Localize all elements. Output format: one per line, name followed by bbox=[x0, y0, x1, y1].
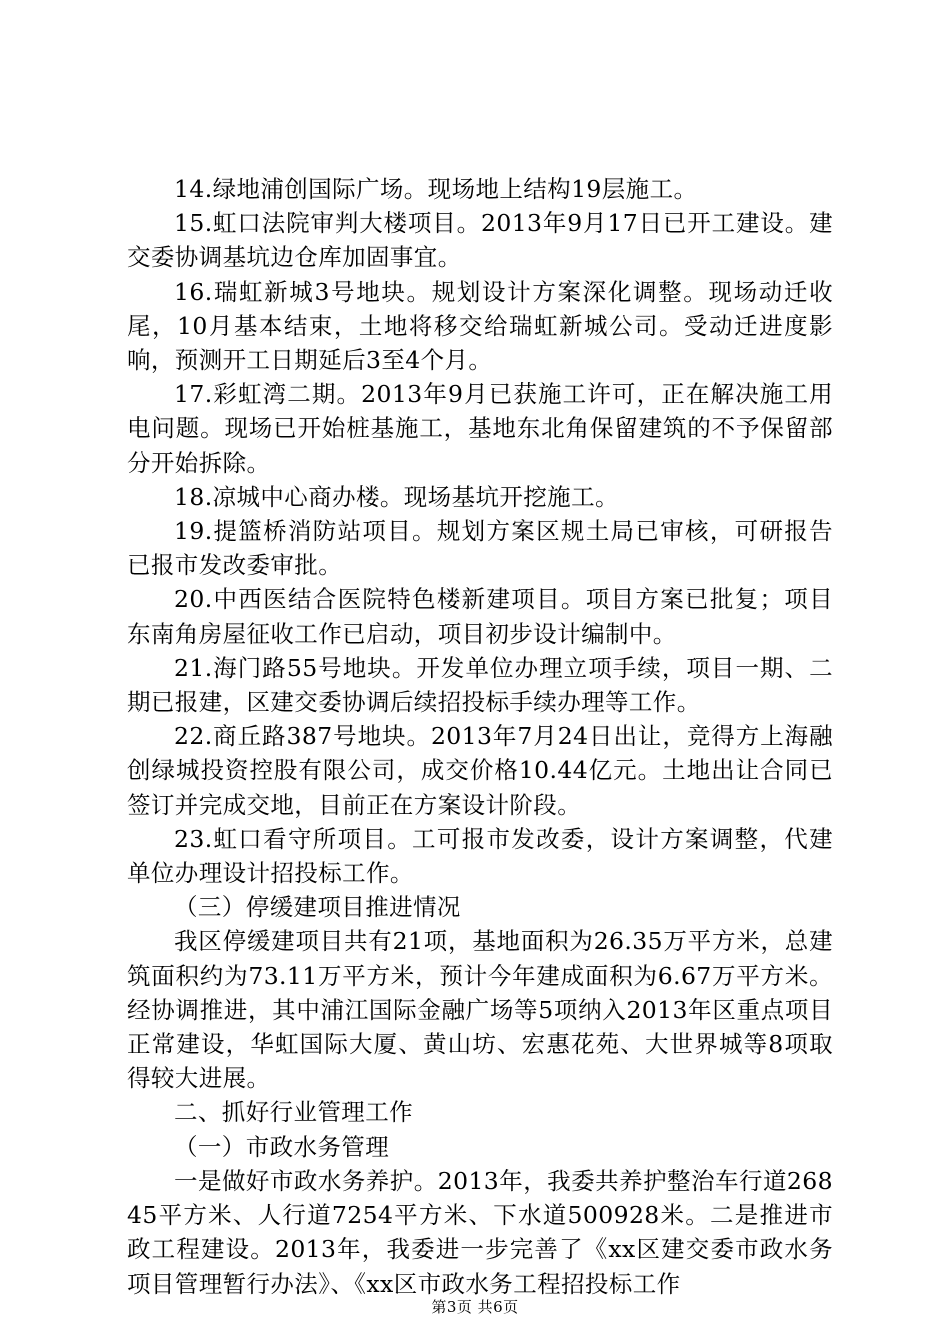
paragraph-municipal-water: 一是做好市政水务养护。2013年，我委共养护整治车行道26845平方米、人行道7254平方米、下水道500928米。二是推进市政工程建设。2013年，我委进一步完善了《xx区建交委市政水务项目管理暂行办法》、《xx区市政水务工程招投标工作 bbox=[127, 1166, 833, 1298]
paragraph-item-14: 14.绿地浦创国际广场。现场地上结构19层施工。 bbox=[174, 175, 698, 203]
paragraph-item-21: 21.海门路55号地块。开发单位办理立项手续，项目一期、二期已报建，区建交委协调后续招投标手续办理等工作。 bbox=[127, 653, 833, 717]
paragraph-item-23: 23.虹口看守所项目。工可报市发改委，设计方案调整，代建单位办理设计招投标工作。 bbox=[127, 824, 833, 888]
paragraph-item-20: 20.中西医结合医院特色楼新建项目。项目方案已批复；项目东南角房屋征收工作已启动，项目初步设计编制中。 bbox=[127, 585, 833, 648]
page-footer: 第3页 共6页 bbox=[431, 1298, 519, 1316]
section-heading-stalled-projects: （三）停缓建项目推进情况 bbox=[174, 893, 461, 922]
paragraph-item-15: 15.虹口法院审判大楼项目。2013年9月17日已开工建设。建交委协调基坑边仓库加固事宜。 bbox=[127, 209, 833, 272]
document-body bbox=[127, 172, 833, 1301]
section-heading-municipal-water: （一）市政水务管理 bbox=[174, 1132, 390, 1161]
paragraph-item-16: 16.瑞虹新城3号地块。规划设计方案深化调整。现场动迁收尾，10月基本结束，土地将移交给瑞虹新城公司。受动迁进度影响，预测开工日期延后3至4个月。 bbox=[127, 277, 833, 375]
paragraph-stalled-projects: 我区停缓建项目共有21项，基地面积为26.35万平方米，总建筑面积约为73.11万平方米，预计今年建成面积为6.67万平方米。经协调推进，其中浦江国际金融广场等5项纳入2013年区重点项目正常建设，华虹国际大厦、黄山坊、宏惠花苑、大世界城等8项取得较大进展。 bbox=[127, 927, 833, 1093]
paragraph-item-17: 17.彩虹湾二期。2013年9月已获施工许可，正在解决施工用电问题。现场已开始桩基施工，基地东北角保留建筑的不予保留部分开始拆除。 bbox=[127, 380, 833, 477]
paragraph-item-19: 19.提篮桥消防站项目。规划方案区规土局已审核，可研报告已报市发改委审批。 bbox=[127, 517, 833, 580]
section-heading-industry-management: 二、抓好行业管理工作 bbox=[174, 1098, 413, 1127]
paragraph-item-22: 22.商丘路387号地块。2013年7月24日出让，竞得方上海融创绿城投资控股有限公司，成交价格10.44亿元。土地出让合同已签订并完成交地，目前正在方案设计阶段。 bbox=[127, 722, 833, 819]
paragraph-item-18: 18.凉城中心商办楼。现场基坑开挖施工。 bbox=[174, 482, 619, 511]
